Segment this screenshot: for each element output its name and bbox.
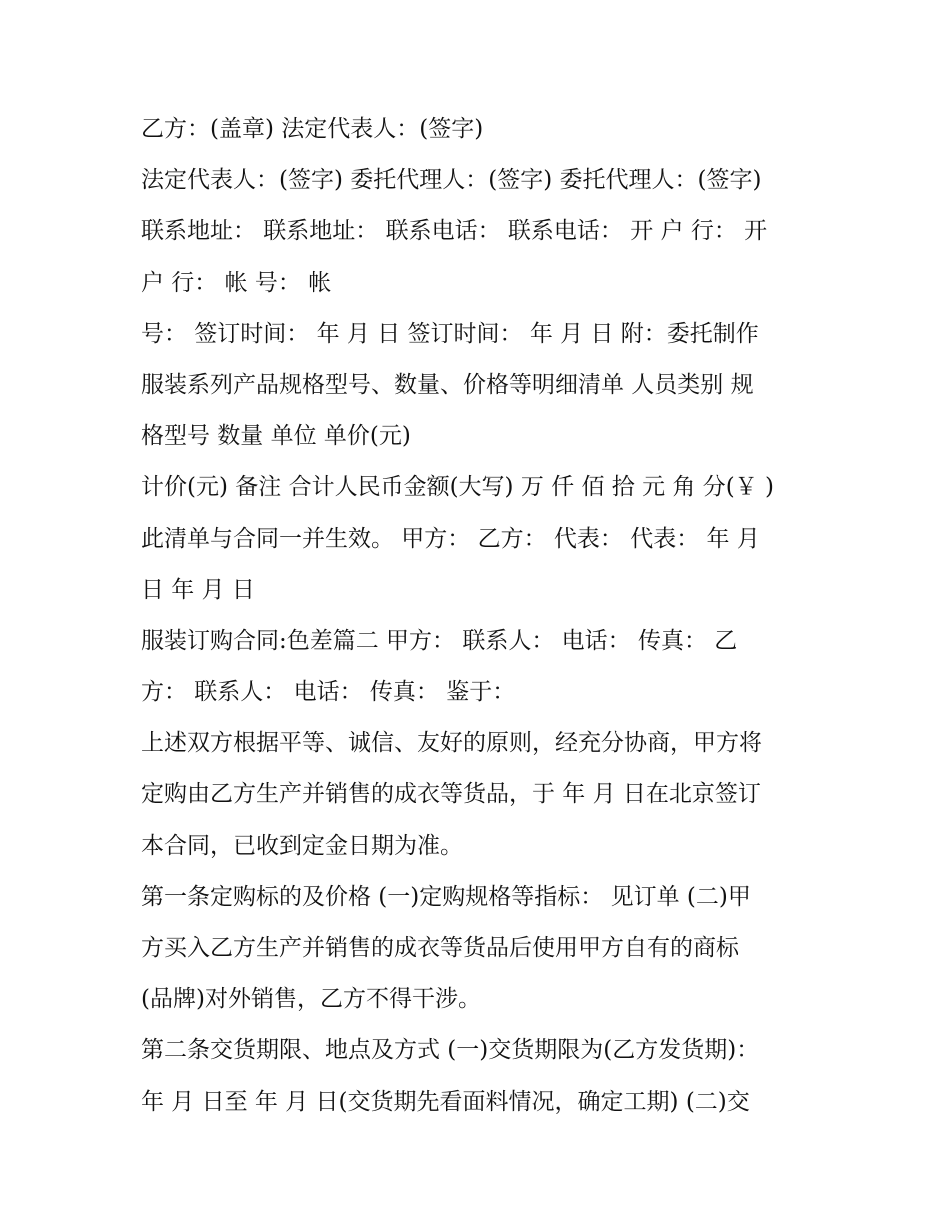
text-line: 服装系列产品规格型号、数量、价格等明细清单 人员类别 规: [141, 371, 754, 398]
text-line: 年 月 日至 年 月 日(交货期先看面料情况，确定工期) (二)交: [141, 1088, 750, 1115]
text-line: 联系地址： 联系地址： 联系电话： 联系电话： 开 户 行： 开: [141, 218, 768, 245]
text-line: 户 行： 帐 号： 帐: [141, 269, 332, 296]
text-line: 上述双方根据平等、诚信、友好的原则，经充分协商，甲方将: [141, 730, 762, 757]
text-line: 号： 签订时间： 年 月 日 签订时间： 年 月 日 附：委托制作: [141, 320, 759, 347]
text-line: 此清单与合同一并生效。 甲方： 乙方： 代表： 代表： 年 月: [141, 525, 760, 552]
text-line: 第一条定购标的及价格 (一)定购规格等指标： 见订单 (二)甲: [141, 883, 751, 910]
text-line: 方买入乙方生产并销售的成衣等货品后使用甲方自有的商标: [141, 935, 739, 961]
text-line: 计价(元) 备注 合计人民币金额(大写) 万 仟 佰 拾 元 角 分(￥ ): [141, 474, 774, 501]
text-line: 法定代表人：(签字) 委托代理人：(签字) 委托代理人：(签字): [141, 167, 762, 194]
text-line: (品牌)对外销售，乙方不得干涉。: [141, 986, 481, 1013]
text-line: 乙方：(盖章) 法定代表人：(签字): [141, 116, 484, 142]
text-line: 服装订购合同:色差篇二 甲方： 联系人： 电话： 传真： 乙: [141, 627, 738, 654]
text-line: 日 年 月 日: [141, 576, 255, 603]
text-line: 格型号 数量 单位 单价(元): [141, 423, 411, 450]
text-line: 第二条交货期限、地点及方式 (一)交货期限为(乙方发货期)：: [141, 1037, 760, 1064]
document-body: [141, 104, 821, 1128]
text-line: 定购由乙方生产并销售的成衣等货品，于 年 月 日在北京签订: [141, 781, 761, 808]
text-line: 本合同，已收到定金日期为准。: [141, 832, 463, 859]
text-line: 方： 联系人： 电话： 传真： 鉴于：: [141, 679, 516, 706]
